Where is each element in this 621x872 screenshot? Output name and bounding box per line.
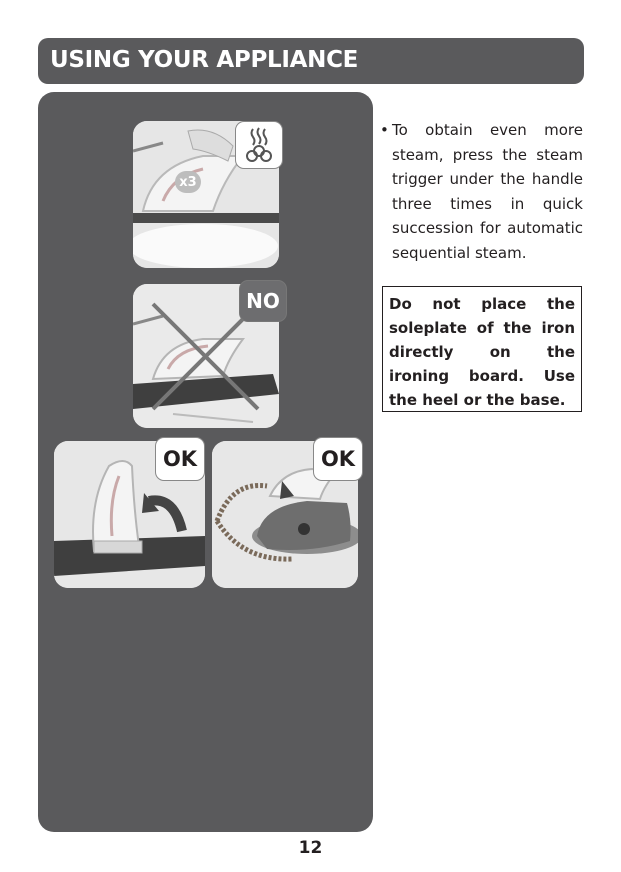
triple-steam-icon <box>235 121 283 169</box>
section-header <box>38 38 584 84</box>
page-number: 12 <box>298 838 323 858</box>
ok-badge-base: OK <box>313 437 363 481</box>
ok-badge-heel: OK <box>155 437 205 481</box>
steam-count-label: x3 <box>175 171 201 193</box>
soleplate-warning-box: Do not place the soleplate of the iron directly on the ironing board. Use the heel or the base. <box>382 286 582 412</box>
no-badge: NO <box>239 280 287 322</box>
section-title: USING YOUR APPLIANCE <box>50 47 359 73</box>
sequential-steam-instruction: • To obtain even more steam, press the steam trigger under the handle three times in quick succession for automatic sequential steam. <box>380 118 583 265</box>
